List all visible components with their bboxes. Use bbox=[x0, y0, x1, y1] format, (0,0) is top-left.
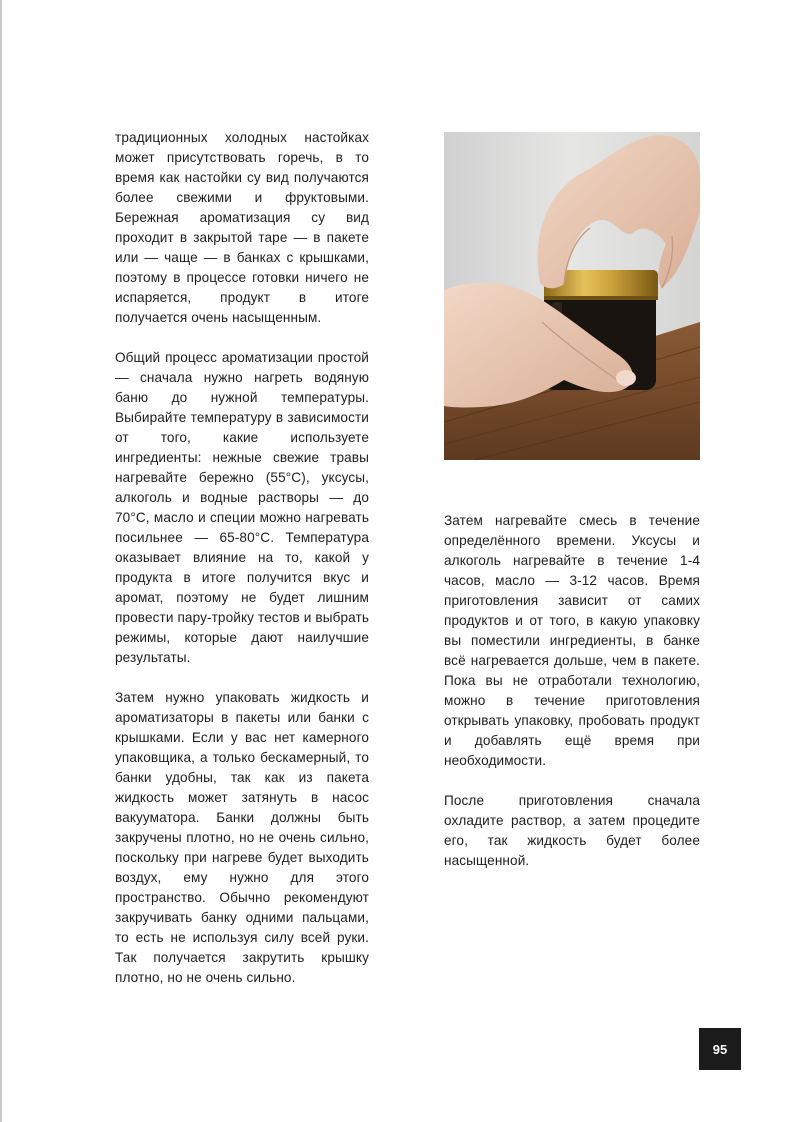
jar-photo bbox=[444, 132, 700, 460]
left-text-column bbox=[115, 128, 369, 1008]
paragraph: Общий процесс ароматизации простой — сначала нужно нагреть водяную баню до нужной температуры. Выбирайте температуру в зависимости от того, какие используете ингредиенты: нежные свежие травы нагревайте бережно (55°C), уксусы, алкоголь и водные растворы — до 70°C, масло и специи можно нагревать посильнее — 65-80°C. Температура оказывает влияние на то, какой у продукта в итоге получится вкус и аромат, поэтому не будет лишним провести пару-тройку тестов и выбрать режимы, которые дают наилучшие результаты. bbox=[115, 350, 369, 665]
right-text-column bbox=[444, 511, 700, 891]
paragraph: После приготовления сначала охладите раствор, а затем процедите его, так жидкость будет более насыщенной. bbox=[444, 793, 700, 868]
paragraph: традиционных холодных настойках может присутствовать горечь, в то время как настойки су вид получаются более свежими и фруктовыми. Бережная ароматизация су вид проходит в закрытой таре — в пакете или — чаще — в банках с крышками, поэтому в процессе готовки ничего не испаряется, продукт в итоге получается очень насыщенным. bbox=[115, 130, 369, 325]
paragraph: Затем нужно упаковать жидкость и ароматизаторы в пакеты или банки с крышками. Если у вас нет камерного упаковщика, а только бескамерный, то банки удобны, так как из пакета жидкость может затянуть в насос вакууматора. Банки должны быть закручены плотно, но не очень сильно, поскольку при нагреве будет выходить воздух, ему нужно для этого пространство. Обычно рекомендуют закручивать банку одними пальцами, то есть не используя силу всей руки. Так получается закрутить крышку плотно, но не очень сильно. bbox=[115, 690, 369, 985]
hands-closing-jar-illustration bbox=[444, 132, 700, 460]
page-edge bbox=[0, 0, 2, 1122]
paragraph: Затем нагревайте смесь в течение определённого времени. Уксусы и алкоголь нагревайте в течение 1-4 часов, масло — 3-12 часов. Время приготовления зависит от самих продуктов и от того, в какую упаковку вы поместили ингредиенты, в банке всё нагревается дольше, чем в пакете. Пока вы не отработали технологию, можно в течение приготовления открывать упаковку, пробовать продукт и добавлять ещё время при необходимости. bbox=[444, 513, 700, 768]
page-number: 95 bbox=[699, 1028, 741, 1070]
